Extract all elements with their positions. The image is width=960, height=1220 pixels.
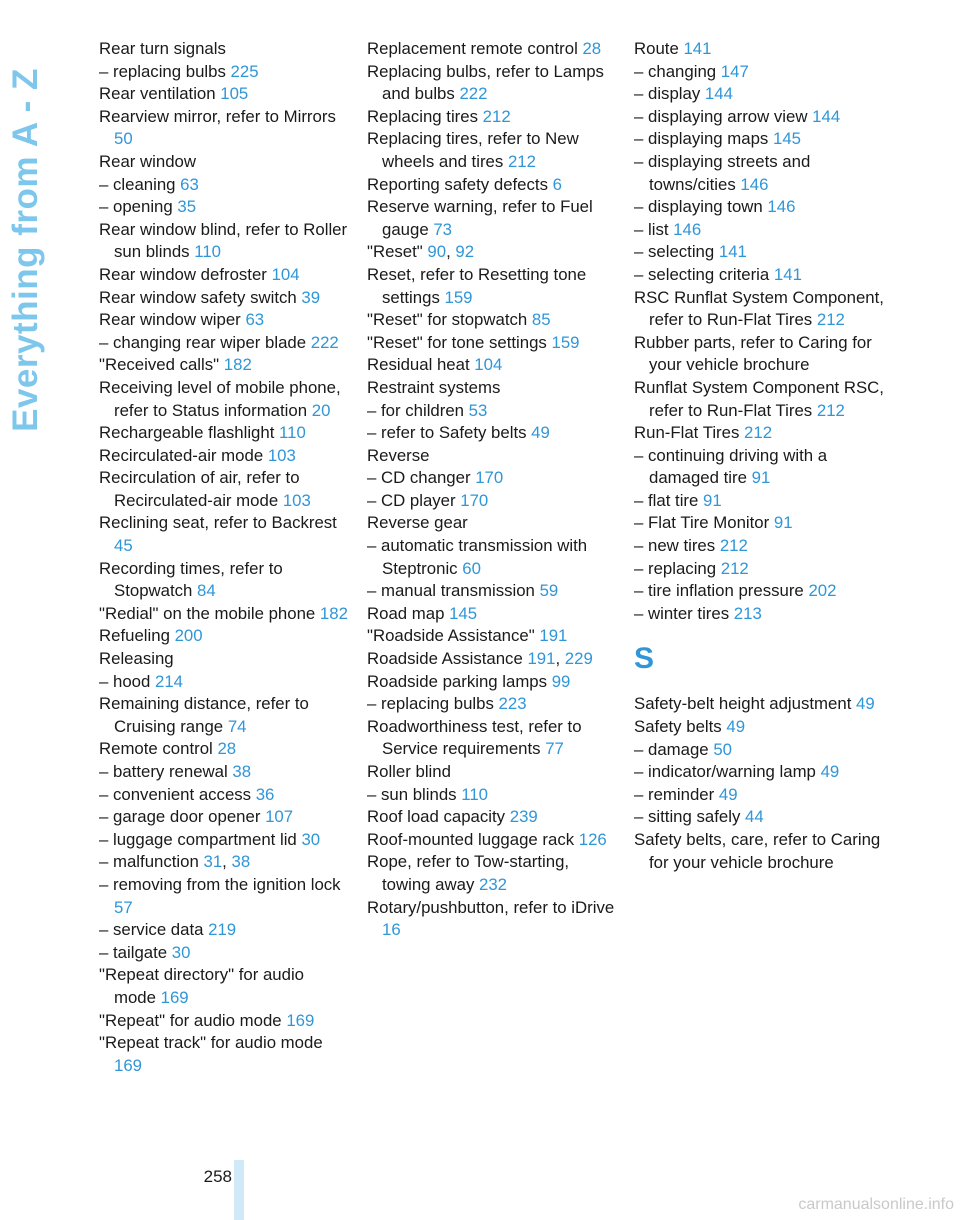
index-entry-text: – hood [99, 671, 155, 691]
index-entry [367, 241, 617, 264]
index-entry-text: – tire inflation pressure [634, 581, 809, 601]
index-entry-text: Rear window defroster [99, 264, 272, 284]
page-reference-link[interactable]: 85 [531, 310, 551, 330]
index-entry-text: Reporting safety defects [367, 174, 553, 194]
page-reference-link[interactable]: 141 [773, 264, 802, 284]
page-reference-link[interactable]: 141 [718, 242, 747, 262]
page-reference-link[interactable]: 169 [286, 1010, 315, 1030]
index-entry [99, 806, 349, 829]
index-entry-text: Residual heat [367, 355, 475, 375]
index-entry [99, 61, 349, 84]
page-reference-link[interactable]: 99 [551, 671, 571, 691]
index-entry [634, 806, 884, 829]
index-entry [634, 603, 884, 626]
page-reference-link[interactable]: 59 [539, 581, 559, 601]
index-entry-text: Rearview mirror, refer to Mirrors [99, 106, 336, 126]
page-number: 258 [203, 1167, 232, 1186]
index-entry-text: Rear window blind, refer to Roller sun blinds [99, 219, 348, 262]
index-entry [634, 83, 884, 106]
page-reference-link[interactable]: 145 [773, 129, 801, 149]
index-entry-text: Rechargeable flashlight [99, 423, 280, 443]
index-entry [634, 558, 884, 581]
index-entry-text: Releasing [99, 649, 174, 669]
index-entry-text: Safety belts [634, 717, 727, 737]
index-entry-text: Reverse gear [367, 513, 468, 533]
index-entry-text: – selecting criteria [634, 264, 774, 284]
index-entry [634, 535, 884, 558]
page-reference-link[interactable]: 91 [773, 513, 793, 533]
index-entry-text: – indicator/warning lamp [634, 762, 821, 782]
index-entry-text: Reclining seat, refer to Backrest [99, 513, 337, 533]
index-entry-text: – displaying streets and towns/cities [634, 151, 811, 194]
index-entry-text: Remote control [99, 739, 218, 759]
page-reference-link[interactable]: 57 [114, 897, 133, 917]
index-entry-text: – selecting [634, 242, 719, 262]
index-entry-text: Receiving level of mobile phone, refer to Status information [99, 377, 341, 420]
page-reference-link[interactable]: 91 [751, 468, 771, 488]
page-reference-link[interactable]: 60 [462, 558, 481, 578]
index-entry-text: Safety belts, care, refer to Caring for your vehicle brochure [634, 830, 881, 872]
index-entry [99, 309, 349, 332]
page-separator: , [555, 649, 565, 669]
index-entry-text: Rear window safety switch [99, 287, 302, 307]
page-reference-link[interactable]: 200 [174, 626, 203, 646]
page-reference-link[interactable]: 44 [745, 807, 764, 827]
index-entry [367, 332, 617, 355]
page-number-bar [234, 1160, 244, 1220]
page-reference-link[interactable]: 110 [279, 423, 306, 443]
page-reference-link[interactable]: 28 [217, 739, 237, 759]
index-entry-text: – flat tire [634, 490, 704, 510]
page-reference-link[interactable]: 63 [245, 310, 265, 330]
index-entry [367, 422, 617, 445]
index-entry [634, 693, 884, 716]
index-entry [367, 829, 617, 852]
index-entry [634, 580, 884, 603]
page-reference-link[interactable]: 53 [468, 400, 488, 420]
page-separator: , [222, 852, 232, 872]
index-entry-text: – display [634, 84, 705, 104]
index-entry-text: – opening [99, 197, 178, 217]
index-entry [367, 400, 617, 423]
page-reference-link[interactable]: 63 [180, 174, 199, 194]
page-reference-link[interactable]: 50 [713, 739, 732, 759]
index-entry-text: Route [634, 39, 684, 58]
index-entry-text: "Repeat" for audio mode [99, 1010, 287, 1030]
index-entry [634, 332, 884, 377]
page-reference-link[interactable]: 103 [267, 445, 296, 465]
index-entry-text: Road map [367, 603, 450, 623]
index-entry-text: – list [634, 219, 674, 239]
index-entry-text: Roadside parking lamps [367, 671, 552, 691]
index-entry-text: – convenient access [99, 784, 256, 804]
page-reference-link[interactable]: 104 [271, 264, 300, 284]
index-entry [99, 422, 349, 445]
index-entry [367, 377, 617, 400]
page-reference-link[interactable]: 191 [527, 649, 556, 669]
index-entry-text: Recirculation of air, refer to Recirculated-air mode [99, 468, 300, 510]
page-reference-link[interactable]: 92 [455, 242, 475, 262]
index-entry-text: – battery renewal [99, 762, 233, 781]
index-entry-text: Rear window wiper [99, 310, 246, 330]
page-reference-link[interactable]: 182 [223, 355, 252, 375]
index-entry-text: – damage [634, 739, 714, 759]
index-entry [634, 761, 884, 784]
index-entry [99, 467, 349, 512]
index-entry-text: Reset, refer to Resetting tone settings [367, 264, 587, 307]
index-entry [367, 445, 617, 468]
index-entry [99, 174, 349, 197]
index-entry [367, 512, 617, 535]
page-reference-link[interactable]: 20 [311, 400, 331, 420]
page-separator: , [446, 242, 456, 262]
index-entry-text: "Reset" for tone settings [367, 332, 552, 352]
index-entry [99, 693, 349, 738]
index-entry [634, 445, 884, 490]
index-entry-text: Reverse [367, 445, 430, 465]
page-reference-link[interactable]: 38 [231, 852, 251, 872]
index-entry [99, 38, 349, 61]
index-entry-text: – manual transmission [367, 581, 540, 601]
index-entry [367, 806, 617, 829]
page-reference-link[interactable]: 229 [564, 649, 593, 669]
index-entry-text: Replacing tires [367, 106, 483, 126]
index-entry [634, 241, 884, 264]
index-entry [99, 761, 349, 784]
index-column-1 [99, 38, 349, 1077]
index-entry [367, 784, 617, 807]
page-reference-link[interactable]: 147 [720, 61, 749, 81]
index-entry [99, 196, 349, 219]
index-entry-text: – CD changer [367, 468, 476, 488]
index-entry [99, 784, 349, 807]
page-reference-link[interactable]: 30 [171, 942, 191, 962]
index-entry-text: – continuing driving with a damaged tire [634, 445, 828, 488]
watermark: carmanualsonline.info [798, 1196, 954, 1213]
index-entry [99, 942, 349, 965]
index-entry [367, 693, 617, 716]
page-reference-link[interactable]: 74 [227, 716, 247, 736]
index-entry [99, 83, 349, 106]
index-entry [99, 964, 349, 1009]
page-reference-link[interactable]: 49 [856, 694, 875, 714]
page-reference-link[interactable]: 219 [208, 920, 237, 940]
index-entry [99, 512, 349, 557]
page-reference-link[interactable]: 146 [767, 197, 796, 217]
page-reference-link[interactable]: 232 [479, 874, 508, 894]
index-entry-text: – sun blinds [367, 784, 462, 804]
page-reference-link[interactable]: 45 [114, 536, 133, 556]
index-entry [367, 128, 617, 173]
page-reference-link[interactable]: 110 [461, 784, 488, 804]
index-entry-text: – replacing [634, 558, 721, 578]
index-entry [367, 264, 617, 309]
page-reference-link[interactable]: 146 [673, 219, 702, 239]
index-entry-text: – changing [634, 61, 721, 81]
index-entry [634, 377, 884, 422]
index-entry-text: – replacing bulbs [367, 694, 499, 714]
page-reference-link[interactable]: 105 [220, 84, 249, 104]
page-reference-link[interactable]: 169 [114, 1055, 142, 1075]
page-reference-link[interactable]: 146 [740, 174, 769, 194]
page-reference-link[interactable]: 145 [449, 603, 478, 623]
index-entry [367, 196, 617, 241]
index-entry [99, 558, 349, 603]
index-entry [99, 919, 349, 942]
page-reference-link[interactable]: 202 [808, 581, 837, 601]
page-reference-link[interactable]: 77 [545, 739, 564, 759]
page-reference-link[interactable]: 214 [155, 671, 183, 691]
index-entry [634, 829, 884, 874]
index-entry [634, 106, 884, 129]
page-reference-link[interactable]: 49 [820, 762, 840, 782]
index-entry-text: – luggage compartment lid [99, 829, 302, 849]
page-reference-link[interactable]: 169 [160, 987, 189, 1007]
index-entry [634, 128, 884, 151]
index-entry-text: "Repeat track" for audio mode [99, 1033, 323, 1053]
index-entry-text: – replacing bulbs [99, 61, 231, 81]
index-entry-text: – refer to Safety belts [367, 423, 532, 443]
page-reference-link[interactable]: 126 [578, 829, 607, 849]
index-entry-text: Roof-mounted luggage rack [367, 829, 579, 849]
page-reference-link[interactable]: 223 [498, 694, 527, 714]
index-entry-text: "Repeat directory" for audio mode [99, 965, 305, 1007]
index-entry-text: Rear window [99, 151, 197, 171]
page-reference-link[interactable]: 90 [427, 242, 447, 262]
index-entry [367, 174, 617, 197]
index-entry-text: – changing rear wiper blade [99, 332, 311, 352]
index-entry-text: Recording times, refer to Stopwatch [99, 558, 283, 601]
index-entry [367, 467, 617, 490]
page-reference-link[interactable]: 170 [460, 490, 489, 510]
page-reference-link[interactable]: 212 [720, 558, 749, 578]
index-entry [367, 851, 617, 896]
page-reference-link[interactable]: 91 [703, 490, 722, 510]
index-column-2 [367, 38, 617, 942]
page-reference-link[interactable]: 212 [744, 423, 773, 443]
index-entry [634, 38, 884, 61]
index-entry [634, 219, 884, 242]
index-entry [99, 445, 349, 468]
index-entry [634, 512, 884, 535]
page-reference-link[interactable]: 30 [301, 829, 321, 849]
index-entry [99, 106, 349, 151]
index-entry [99, 648, 349, 671]
index-entry-text: – service data [99, 920, 209, 940]
index-entry [367, 580, 617, 603]
index-entry [99, 874, 349, 919]
page-reference-link[interactable]: 104 [474, 355, 503, 375]
index-entry [99, 738, 349, 761]
index-entry-text: – new tires [634, 536, 720, 556]
index-entry-text: Replacing bulbs, refer to Lamps and bulbs [367, 61, 604, 104]
index-entry [99, 377, 349, 422]
page-reference-link[interactable]: 49 [726, 717, 746, 737]
page-reference-link[interactable]: 225 [230, 61, 259, 81]
index-entry [634, 739, 884, 762]
index-entry-text: "Reset" for stopwatch [367, 310, 532, 330]
index-entry-text: – Flat Tire Monitor [634, 513, 774, 533]
index-entry-text: Reserve warning, refer to Fuel gauge [367, 197, 593, 239]
index-entry-text: – displaying town [634, 197, 768, 217]
index-entry [367, 535, 617, 580]
index-entry-text: – malfunction [99, 852, 204, 872]
index-entry [367, 897, 617, 942]
index-entry [99, 1032, 349, 1077]
index-entry-text: – reminder [634, 784, 719, 804]
index-entry-text: Roadworthiness test, refer to Service requirements [367, 716, 582, 759]
index-entry-text: "Received calls" [99, 355, 224, 375]
page-reference-link[interactable]: 191 [539, 626, 568, 646]
index-entry [634, 716, 884, 739]
section-title: Everything from A - Z [6, 68, 46, 432]
index-entry-text: RSC Runflat System Component, refer to Run-Flat Tires [634, 287, 884, 330]
index-entry [99, 354, 349, 377]
index-entry [634, 784, 884, 807]
index-entry [99, 851, 349, 874]
page-reference-link[interactable]: 38 [232, 762, 252, 781]
page-reference-link[interactable]: 222 [459, 84, 488, 104]
index-entry-text: – removing from the ignition lock [99, 874, 341, 894]
index-entry-text: – CD player [367, 490, 461, 510]
index-entry [99, 264, 349, 287]
index-entry-text: Rear turn signals [99, 39, 226, 58]
index-entry [99, 829, 349, 852]
page-reference-link[interactable]: 103 [282, 490, 311, 510]
index-letter-heading: S [634, 642, 655, 676]
index-entry [99, 219, 349, 264]
index-entry-text: Restraint systems [367, 377, 501, 397]
page-reference-link[interactable]: 144 [812, 106, 841, 126]
index-entry-text: Rubber parts, refer to Caring for your vehicle brochure [634, 332, 872, 375]
index-entry-text: Recirculated-air mode [99, 445, 268, 465]
page-reference-link[interactable]: 212 [719, 536, 748, 556]
index-entry [634, 287, 884, 332]
page-reference-link[interactable]: 212 [507, 151, 536, 171]
index-entry-text: "Roadside Assistance" [367, 626, 540, 646]
page-reference-link[interactable]: 212 [816, 310, 845, 330]
index-entry [367, 106, 617, 129]
page-reference-link[interactable]: 39 [301, 287, 321, 307]
index-entry [634, 422, 884, 445]
index-entry [99, 671, 349, 694]
page-reference-link[interactable]: 49 [718, 784, 738, 804]
index-entry [367, 761, 617, 784]
index-entry-text: – for children [367, 400, 469, 420]
index-entry-text: – displaying maps [634, 129, 773, 149]
index-entry-text: Roof load capacity [367, 807, 510, 827]
page-reference-link[interactable]: 159 [444, 287, 473, 307]
index-entry [367, 490, 617, 513]
index-entry [634, 264, 884, 287]
index-entry-text: Roadside Assistance [367, 649, 528, 669]
index-entry [634, 490, 884, 513]
index-entry-text: Rotary/pushbutton, refer to iDrive [367, 897, 615, 917]
page-reference-link[interactable]: 110 [194, 242, 221, 262]
index-entry-text: "Redial" on the mobile phone [99, 603, 320, 623]
page-reference-link[interactable]: 141 [683, 39, 712, 58]
index-entry [367, 648, 617, 671]
page-reference-link[interactable]: 182 [319, 603, 348, 623]
page-reference-link[interactable]: 159 [551, 332, 580, 352]
index-entry [367, 61, 617, 106]
index-entry [367, 603, 617, 626]
index-entry-text: Rear ventilation [99, 84, 221, 104]
page-reference-link[interactable]: 28 [582, 39, 602, 58]
index-entry [634, 61, 884, 84]
index-entry [99, 603, 349, 626]
page-reference-link[interactable]: 84 [197, 581, 216, 601]
index-entry-text: – sitting safely [634, 807, 745, 827]
index-entry [634, 196, 884, 219]
index-entry-text: Runflat System Component RSC, refer to Run-Flat Tires [634, 377, 884, 420]
index-entry [99, 332, 349, 355]
page-reference-link[interactable]: 212 [816, 400, 845, 420]
index-entry [99, 151, 349, 174]
index-entry-text: "Reset" [367, 242, 428, 262]
index-entry-text: – garage door opener [99, 807, 266, 827]
page-reference-link[interactable]: 36 [255, 784, 275, 804]
index-entry [367, 309, 617, 332]
page-reference-link[interactable]: 73 [433, 219, 452, 239]
index-entry-text: Replacing tires, refer to New wheels and tires [367, 129, 579, 171]
index-entry [367, 671, 617, 694]
index-entry-text: Remaining distance, refer to Cruising range [99, 694, 309, 736]
index-column-3 [634, 38, 884, 874]
section-side-tab [4, 30, 48, 470]
index-entry [634, 151, 884, 196]
index-entry [99, 625, 349, 648]
index-entry-text: – displaying arrow view [634, 106, 813, 126]
index-entry-text: Refueling [99, 626, 175, 646]
page-reference-link[interactable]: 16 [382, 920, 401, 940]
index-entry-text: Replacement remote control [367, 39, 583, 58]
page-reference-link[interactable]: 50 [114, 129, 133, 149]
index-entry [99, 287, 349, 310]
index-entry [367, 354, 617, 377]
index-entry-text: Run-Flat Tires [634, 423, 745, 443]
index-entry-text: – cleaning [99, 174, 181, 194]
page-reference-link[interactable]: 31 [203, 852, 223, 872]
page-reference-link[interactable]: 212 [482, 106, 511, 126]
page-reference-link[interactable]: 107 [265, 807, 294, 827]
index-entry [367, 625, 617, 648]
page-reference-link[interactable]: 170 [475, 468, 504, 488]
index-entry-text: Roller blind [367, 762, 451, 781]
page-reference-link[interactable]: 35 [177, 197, 197, 217]
page-reference-link[interactable]: 49 [531, 423, 550, 443]
index-entry-text: – automatic transmission with Steptronic [367, 536, 588, 578]
page-reference-link[interactable]: 6 [552, 174, 562, 194]
page-reference-link[interactable]: 239 [509, 807, 538, 827]
index-entry [367, 716, 617, 761]
index-entry-text: Safety-belt height adjustment [634, 694, 857, 714]
index-entry-text: – winter tires [634, 603, 734, 623]
page-reference-link[interactable]: 144 [704, 84, 733, 104]
index-entry-text: Rope, refer to Tow-starting, towing away [367, 852, 570, 894]
index-entry [99, 1010, 349, 1033]
index-entry [367, 38, 617, 61]
index-entry-text: – tailgate [99, 942, 172, 962]
page-reference-link[interactable]: 213 [733, 603, 762, 623]
page-reference-link[interactable]: 222 [310, 332, 339, 352]
